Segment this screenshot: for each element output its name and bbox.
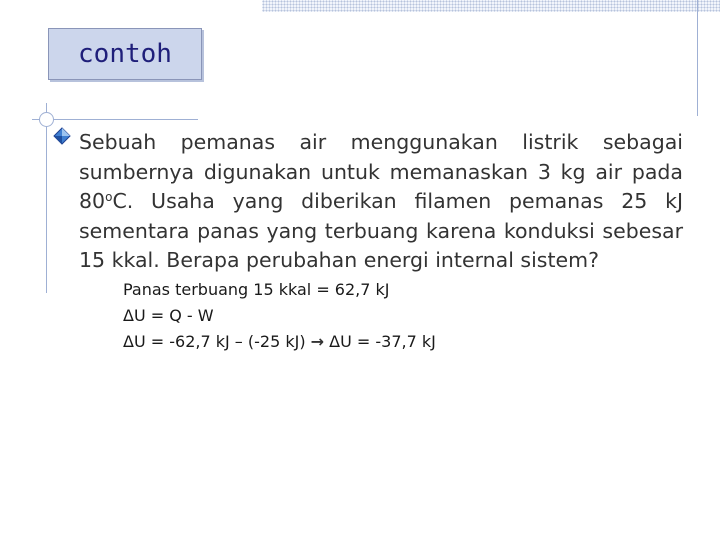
title-box xyxy=(48,28,202,80)
answer-line-2: ΔU = Q - W xyxy=(123,306,214,325)
answer-line-3-right: ΔU = -37,7 kJ xyxy=(324,332,436,351)
problem-text-part2: C. Usaha yang diberikan filamen pemanas 25 kJ sementara panas yang terbuang karena konduksi sebesar 15 kkal. Berapa perubahan energi internal sistem? xyxy=(79,189,683,272)
decorative-horizontal-rule xyxy=(32,119,198,120)
decorative-vertical-rule xyxy=(46,103,47,293)
arrow-right-icon: → xyxy=(310,332,325,351)
circle-icon xyxy=(39,112,54,127)
decorative-vertical-line xyxy=(697,0,698,116)
answer-block xyxy=(123,277,436,355)
top-dotted-band xyxy=(262,0,720,12)
slide-title: contoh xyxy=(78,39,172,69)
problem-text xyxy=(79,128,683,276)
diamond-icon xyxy=(52,126,72,146)
answer-line-3-left: ΔU = -62,7 kJ – (-25 kJ) xyxy=(123,332,311,351)
problem-text-part1: Sebuah pemanas air menggunakan listrik sebagai sumbernya digunakan untuk memanaskan 3 kg air pada 80 xyxy=(79,130,683,213)
degree-superscript: o xyxy=(105,190,113,204)
answer-line-3 xyxy=(123,329,436,355)
answer-line-1: Panas terbuang 15 kkal = 62,7 kJ xyxy=(123,280,390,299)
